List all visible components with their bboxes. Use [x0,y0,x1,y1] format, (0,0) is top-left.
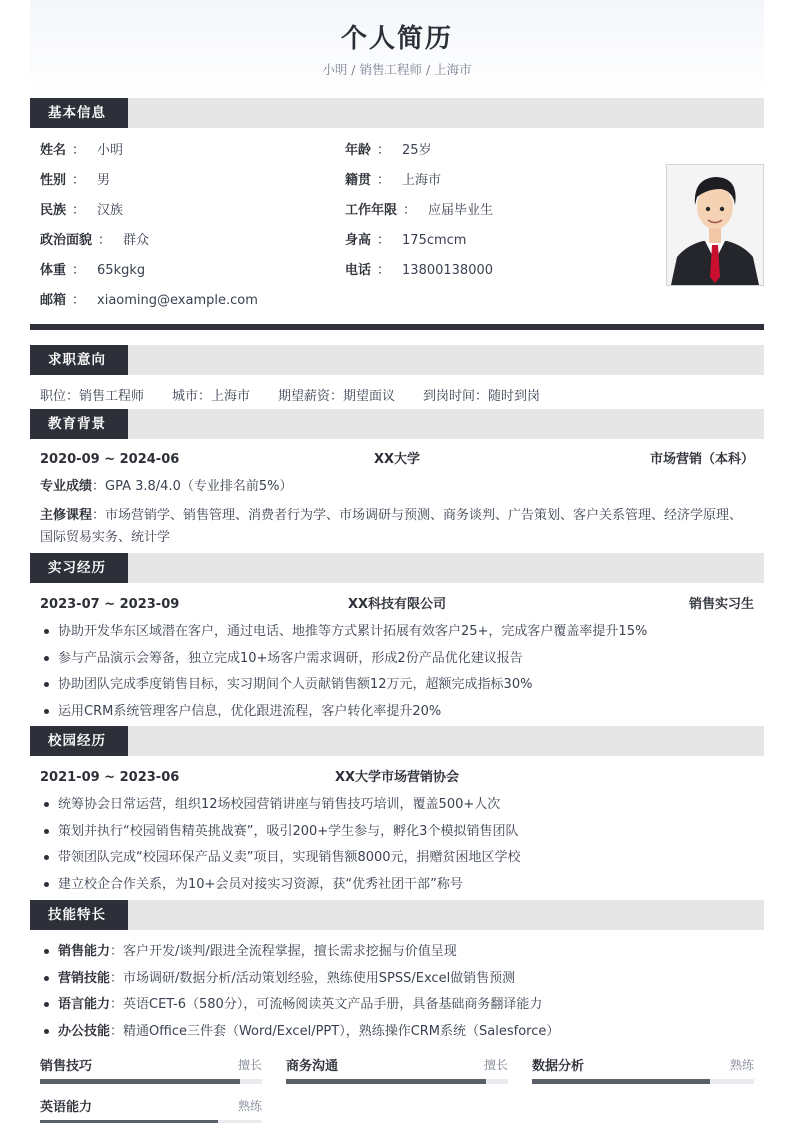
basic-value: 男 [97,173,111,188]
section-education-header [30,409,764,439]
list-item: 销售能力：客户开发/谈判/跟进全流程掌握，擅长需求挖掘与价值呈现 [40,942,754,969]
intent-position: 职位：销售工程师 [40,389,145,404]
resume-page [30,0,764,1123]
avatar-photo [666,164,764,286]
list-item: 策划并执行“校园销售精英挑战赛”，吸引200+学生参与，孵化3个模拟销售团队 [40,822,754,849]
skill-bar [40,1055,262,1089]
skill-bar [532,1055,754,1089]
education-major: 市场营销（本科） [649,452,754,467]
section-skills-header [30,900,764,930]
basic-row: 籍贯 ： 上海市 [345,173,442,188]
skill-track [532,1079,754,1084]
basic-value: 上海市 [402,173,442,188]
section-internship-header [30,553,764,583]
section-basic-header [30,98,764,128]
intent-arrival: 到岗时间：随时到岗 [423,389,541,404]
basic-value: 65kgkg [97,263,146,278]
internship-role: 销售实习生 [688,597,754,612]
avatar-illustration [667,165,763,285]
skill-fill [286,1079,486,1084]
basic-row: 身高 ： 175cmcm [345,233,467,248]
list-item: 营销技能：市场调研/数据分析/活动策划经验，熟练使用SPSS/Excel做销售预测 [40,969,754,996]
section-campus-title: 校园经历 [30,726,128,756]
list-item: 协助团队完成季度销售目标，实习期间个人贡献销售额12万元，超额完成指标30% [40,675,754,702]
skill-level: 熟练 [237,1099,262,1113]
section-intent-title: 求职意向 [30,345,128,375]
skill-name: 英语能力 [40,1100,93,1115]
skill-name: 数据分析 [532,1059,585,1074]
skill-fill [40,1079,240,1084]
list-item: 建立校企合作关系，为10+会员对接实习资源，获“优秀社团干部”称号 [40,875,754,902]
basic-row: 邮箱 ： xiaoming@example.com [40,293,258,308]
list-item: 办公技能：精通Office三件套（Word/Excel/PPT），熟练操作CRM系统（Salesforce） [40,1022,754,1049]
list-item: 语言能力：英语CET-6（580分），可流畅阅读英文产品手册，具备基础商务翻译能力 [40,995,754,1022]
internship-list [40,622,754,728]
intent-city: 城市：上海市 [172,389,251,404]
basic-row: 民族 ： 汉族 [40,203,124,218]
list-item: 参与产品演示会筹备，独立完成10+场客户需求调研，形成2份产品优化建议报告 [40,649,754,676]
intent-salary: 期望薪资：期望面议 [278,389,396,404]
resume-title: 个人简历 [340,24,453,54]
skill-level: 擅长 [483,1058,508,1072]
basic-value: 25岁 [402,143,432,158]
list-item: 协助开发华东区域潜在客户，通过电话、地推等方式累计拓展有效客户25+，完成客户覆盖率提升15% [40,622,754,649]
campus-row [40,768,754,788]
basic-value: xiaoming@example.com [97,293,258,308]
list-item: 运用CRM系统管理客户信息，优化跟进流程，客户转化率提升20% [40,702,754,729]
basic-row: 性别 ： 男 [40,173,111,188]
skill-track [40,1079,262,1084]
basic-row: 电话 ： 13800138000 [345,263,494,278]
education-row [40,450,754,470]
basic-row: 工作年限 ： 应届毕业生 [345,203,494,218]
skill-level: 熟练 [729,1058,754,1072]
basic-row: 姓名 ： 小明 [40,143,124,158]
basic-value: 群众 [123,233,150,248]
skill-name: 商务沟通 [286,1059,339,1074]
basic-row: 体重 ： 65kgkg [40,263,146,278]
section-skills-title: 技能特长 [30,900,128,930]
campus-list [40,795,754,901]
resume-subtitle: 小明 / 销售工程师 / 上海市 [322,62,472,77]
skills-list [40,942,754,1048]
education-period: 2020-09 ~ 2024-06 [40,452,180,467]
skill-bar [286,1055,508,1089]
basic-row: 政治面貌 ： 群众 [40,233,150,248]
section-intent-header [30,345,764,375]
section-internship-title: 实习经历 [30,553,128,583]
education-score: 专业成绩：GPA 3.8/4.0（专业排名前5%） [40,479,293,494]
basic-value: 小明 [97,143,124,158]
section-education-title: 教育背景 [30,409,128,439]
list-item: 统筹协会日常运营，组织12场校园营销讲座与销售技巧培训，覆盖500+人次 [40,795,754,822]
basic-value: 13800138000 [402,263,494,278]
internship-company: XX科技有限公司 [347,597,447,612]
list-item: 带领团队完成“校园环保产品义卖”项目，实现销售额8000元，捐赠贫困地区学校 [40,848,754,875]
internship-row [40,595,754,615]
section-basic-title: 基本信息 [30,98,128,128]
resume-header [30,0,764,96]
basic-value: 175cmcm [402,233,467,248]
skill-name: 销售技巧 [40,1059,93,1074]
education-school: XX大学 [373,452,421,467]
education-courses: 主修课程：市场营销学、销售管理、消费者行为学、市场调研与预测、商务谈判、广告策划、客户关系管理、经济学原理、国际贸易实务、统计学 [40,508,743,545]
basic-value: 汉族 [97,203,124,218]
internship-period: 2023-07 ~ 2023-09 [40,597,180,612]
basic-row: 年龄 ： 25岁 [345,143,432,158]
campus-org: XX大学市场营销协会 [334,770,460,785]
skill-bar [40,1096,262,1123]
skill-fill [532,1079,710,1084]
section-divider [30,324,764,330]
intent-line [40,387,568,407]
section-campus-header [30,726,764,756]
skill-level: 擅长 [237,1058,262,1072]
skill-track [286,1079,508,1084]
campus-period: 2021-09 ~ 2023-06 [40,770,180,785]
basic-value: 应届毕业生 [428,203,494,218]
